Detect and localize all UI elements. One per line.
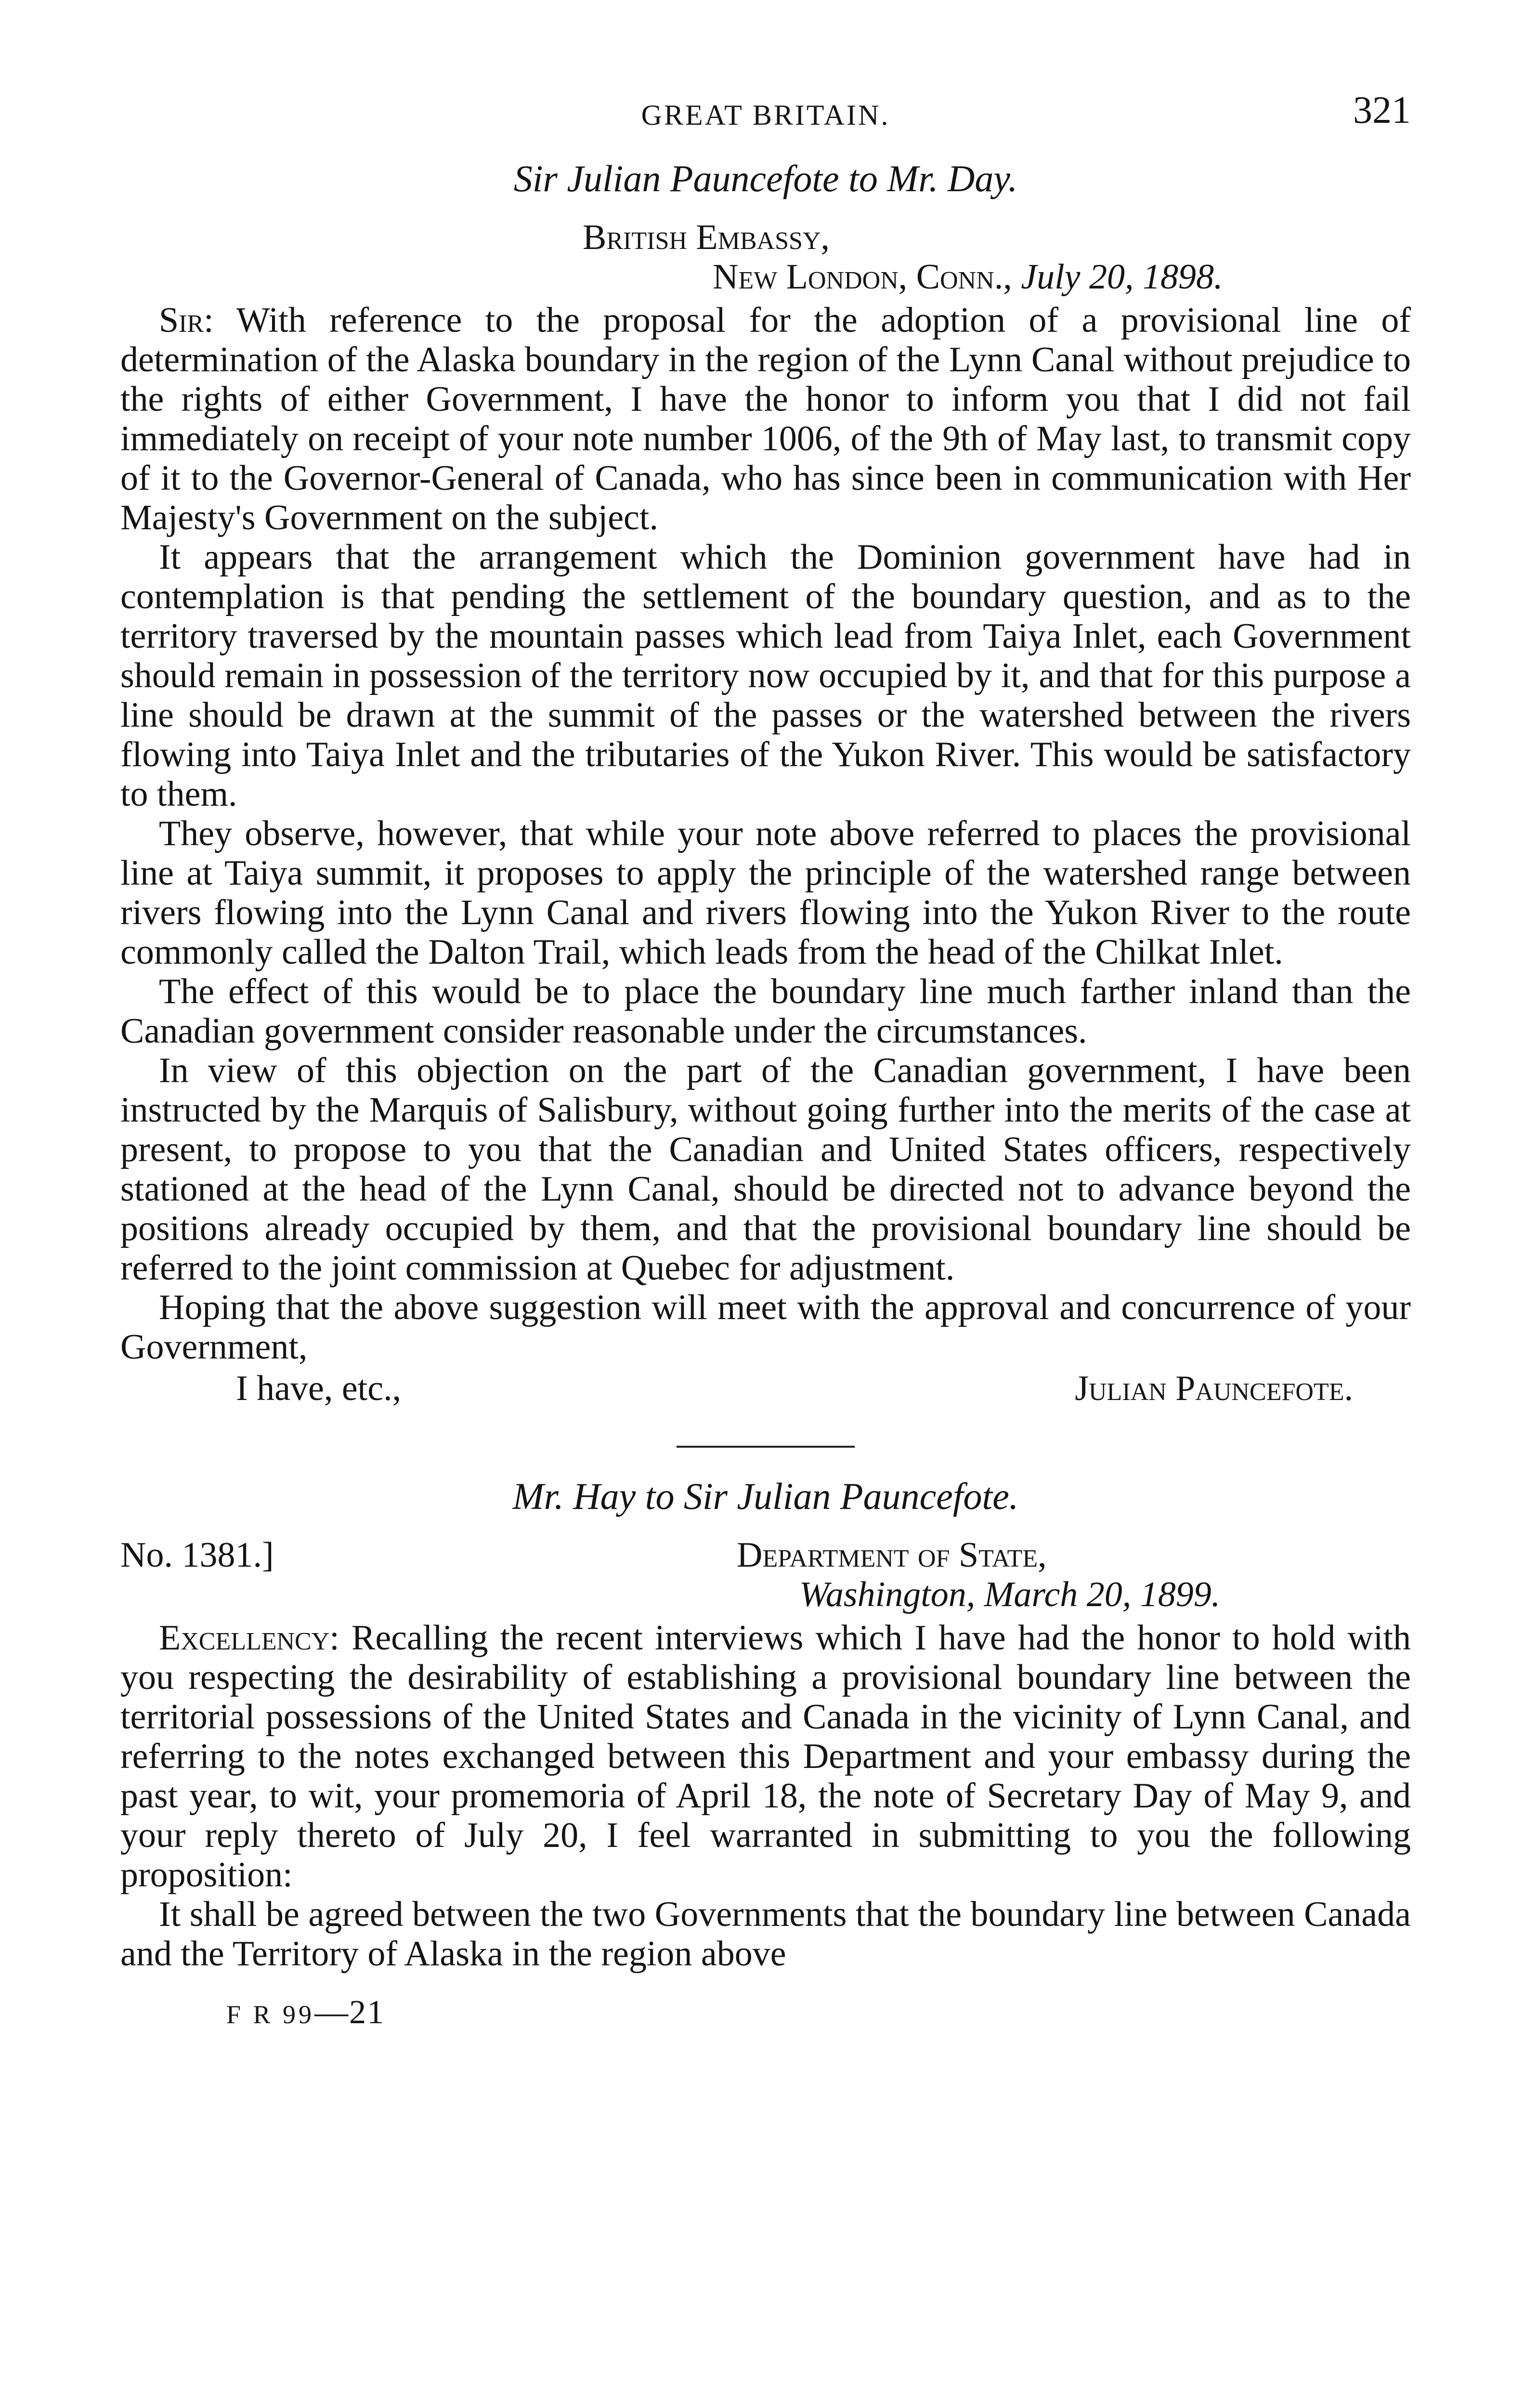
section-divider: [677, 1446, 855, 1448]
letter1-paragraph-1: [120, 301, 1411, 537]
letter1-paragraph-6: Hoping that the above suggestion will meet with the approval and concurrence of your Government,: [120, 1288, 1411, 1367]
letter1-paragraph-3: They observe, however, that while your note above referred to places the provisional line at Taiya summit, it proposes to apply the principle of the watershed range between rivers flowing into the Lynn Canal and rivers flowing into the Yukon River to the route commonly called the Dalton Trail, which leads from the head of the Chilkat Inlet.: [120, 814, 1411, 972]
letter1-closing-row: [120, 1369, 1411, 1408]
letter2-paragraph-1: [120, 1618, 1411, 1895]
page-number: 321: [1353, 89, 1411, 131]
footer-sheet: —21: [314, 1994, 385, 2031]
letter1-address-line1: British Embassy,: [583, 218, 830, 257]
letter1-closing: I have, etc.,: [236, 1369, 402, 1408]
letter2-salutation: Excellency:: [159, 1618, 339, 1658]
letter1-heading: Sir Julian Pauncefote to Mr. Day.: [513, 157, 1018, 199]
letter2-doc-number: No. 1381.]: [120, 1535, 274, 1575]
letter1-paragraph-2: It appears that the arrangement which the Dominion government have had in contemplation is that pending the settlement of the boundary question, and as to the territory traversed by the mountain passes which lead from Taiya Inlet, each Government should remain in possession of the territory now occupied by it, and that for this purpose a line should be drawn at the summit of the passes or the watershed between the rivers flowing into Taiya Inlet and the tributaries of the Yukon River. This would be satisfactory to them.: [120, 537, 1411, 814]
letter1-paragraph-5: In view of this objection on the part of the Canadian government, I have been instructed by the Marquis of Salisbury, without going further into the merits of the case at present, to propose to you that the Canadian and United States officers, respectively stationed at the head of the Lynn Canal, should be directed not to advance beyond the positions already occupied by them, and that the provisional boundary line should be referred to the joint commission at Quebec for adjustment.: [120, 1051, 1411, 1288]
letter1-address-place: New London, Conn.,: [713, 257, 1012, 297]
page-footer: [120, 1993, 1411, 2034]
letter1-address-date: July 20, 1898.: [1021, 257, 1223, 297]
letter1-paragraph-4: The effect of this would be to place the boundary line much farther inland than the Canadian government consider reasonable under the circumstances.: [120, 972, 1411, 1051]
document-page: [120, 87, 1411, 2034]
letter2-paragraph-2: It shall be agreed between the two Governments that the boundary line between Canada and the Territory of Alaska in the region above: [120, 1895, 1411, 1974]
letter2-docno-row: [120, 1535, 1411, 1575]
letter2-address-date: Washington, March 20, 1899.: [799, 1575, 1221, 1614]
letter2-address-line2: [120, 1575, 1411, 1614]
letter2-address-line1: Department of State,: [737, 1535, 1047, 1575]
letter2-heading: Mr. Hay to Sir Julian Pauncefote.: [512, 1475, 1019, 1517]
running-head: [120, 87, 1411, 140]
letter1-paragraph-1-text: With reference to the proposal for the adoption of a provisional line of determination of the Alaska boundary in the region of the Lynn Canal without prejudice to the rights of either Government, I have the honor to inform you that I did not fail immediately on receipt of your note number 1006, of the 9th of May last, to transmit copy of it to the Governor-General of Canada, who has since been in communication with Her Majesty's Government on the subject.: [120, 301, 1411, 537]
letter1-address-line2: [120, 257, 1411, 297]
letter1-signature: Julian Pauncefote.: [1075, 1369, 1353, 1408]
letter2-paragraph-1-text: Recalling the recent interviews which I have had the honor to hold with you respecting the desirability of establishing a provisional boundary line between the territorial possessions of the United States and Canada in the vicinity of Lynn Canal, and referring to the notes exchanged between this Department and your embassy during the past year, to wit, your promemoria of April 18, the note of Secretary Day of May 9, and your reply thereto of July 20, I feel warranted in submitting to you the following proposition:: [120, 1618, 1411, 1895]
running-title: GREAT BRITAIN.: [641, 99, 890, 131]
letter1-salutation: Sir:: [159, 301, 214, 340]
footer-signature-mark: F R 99: [226, 2000, 315, 2029]
